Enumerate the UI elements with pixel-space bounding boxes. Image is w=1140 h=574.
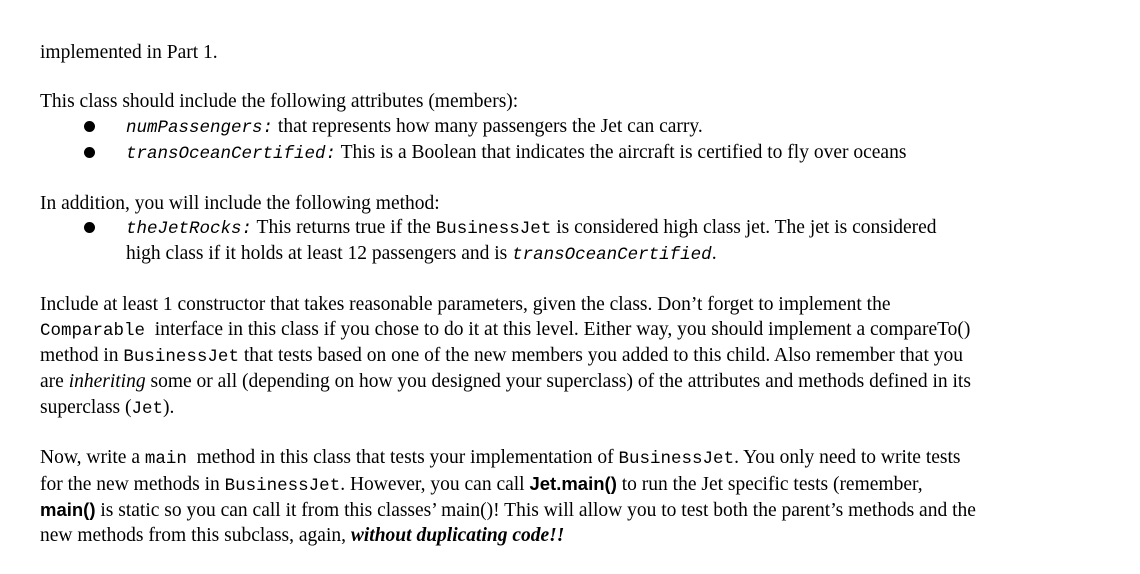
main-para-line3: main() is static so you can call it from this classes’ main()! This will allow you to test both the parent’s methods and the (40, 499, 976, 521)
method-item-line1: theJetRocks: This returns true if the BusinessJet is considered high class jet. The jet is considered (126, 217, 937, 239)
main-para-line1: Now, write a main method in this class that tests your implementation of BusinessJet. You only need to write tests (40, 447, 961, 469)
constructor-para-line4: are inheriting some or all (depending on how you designed your superclass) of the attributes and methods defined in its (40, 371, 971, 392)
code-comparable: Comparable (40, 321, 146, 341)
code-business-jet: BusinessJet (224, 476, 341, 496)
constructor-para-line5: superclass (Jet). (40, 397, 175, 419)
code-trans-ocean: transOceanCertified (512, 245, 712, 265)
attribute-name: numPassengers: (126, 118, 274, 138)
code-jet-main: Jet.main() (529, 473, 617, 494)
code-business-jet: BusinessJet (618, 449, 735, 469)
bullet-icon (84, 121, 95, 132)
constructor-para-line2: Comparable interface in this class if you chose to do it at this level. Either way, you should implement a compareTo() (40, 319, 971, 341)
bullet-icon (84, 147, 95, 158)
emphasis-no-duplication: without duplicating code!! (350, 525, 565, 546)
code-jet: Jet (131, 399, 164, 419)
method-name: theJetRocks: (126, 219, 253, 239)
method-item-line2: high class if it holds at least 12 passengers and is transOceanCertified. (126, 243, 717, 265)
intro-text: implemented in Part 1. (40, 42, 218, 63)
main-para-line2: for the new methods in BusinessJet. However, you can call Jet.main() to run the Jet specific tests (remember, (40, 473, 923, 496)
method-heading: In addition, you will include the following method: (40, 193, 440, 214)
attribute-description: that represents how many passengers the Jet can carry. (273, 116, 703, 137)
intro-line (40, 41, 218, 65)
attribute-description: This is a Boolean that indicates the aircraft is certified to fly over oceans (336, 142, 907, 163)
constructor-para-line3: method in BusinessJet that tests based on one of the new members you added to this child. Also remember that you (40, 345, 964, 367)
main-para-line4: new methods from this subclass, again, without duplicating code!! (40, 525, 565, 546)
attribute-item-trans-ocean (126, 141, 906, 166)
attribute-item-num-passengers (126, 115, 703, 140)
code-main-call: main() (40, 499, 96, 520)
attributes-heading: This class should include the following attributes (members): (40, 91, 519, 112)
constructor-para-line1: Include at least 1 constructor that takes reasonable parameters, given the class. Don’t forget to implement the (40, 294, 891, 315)
attribute-name: transOceanCertified: (126, 144, 337, 164)
code-main: main (144, 449, 187, 469)
bullet-icon (84, 222, 95, 233)
code-business-jet: BusinessJet (123, 347, 239, 367)
code-business-jet: BusinessJet (435, 219, 552, 239)
